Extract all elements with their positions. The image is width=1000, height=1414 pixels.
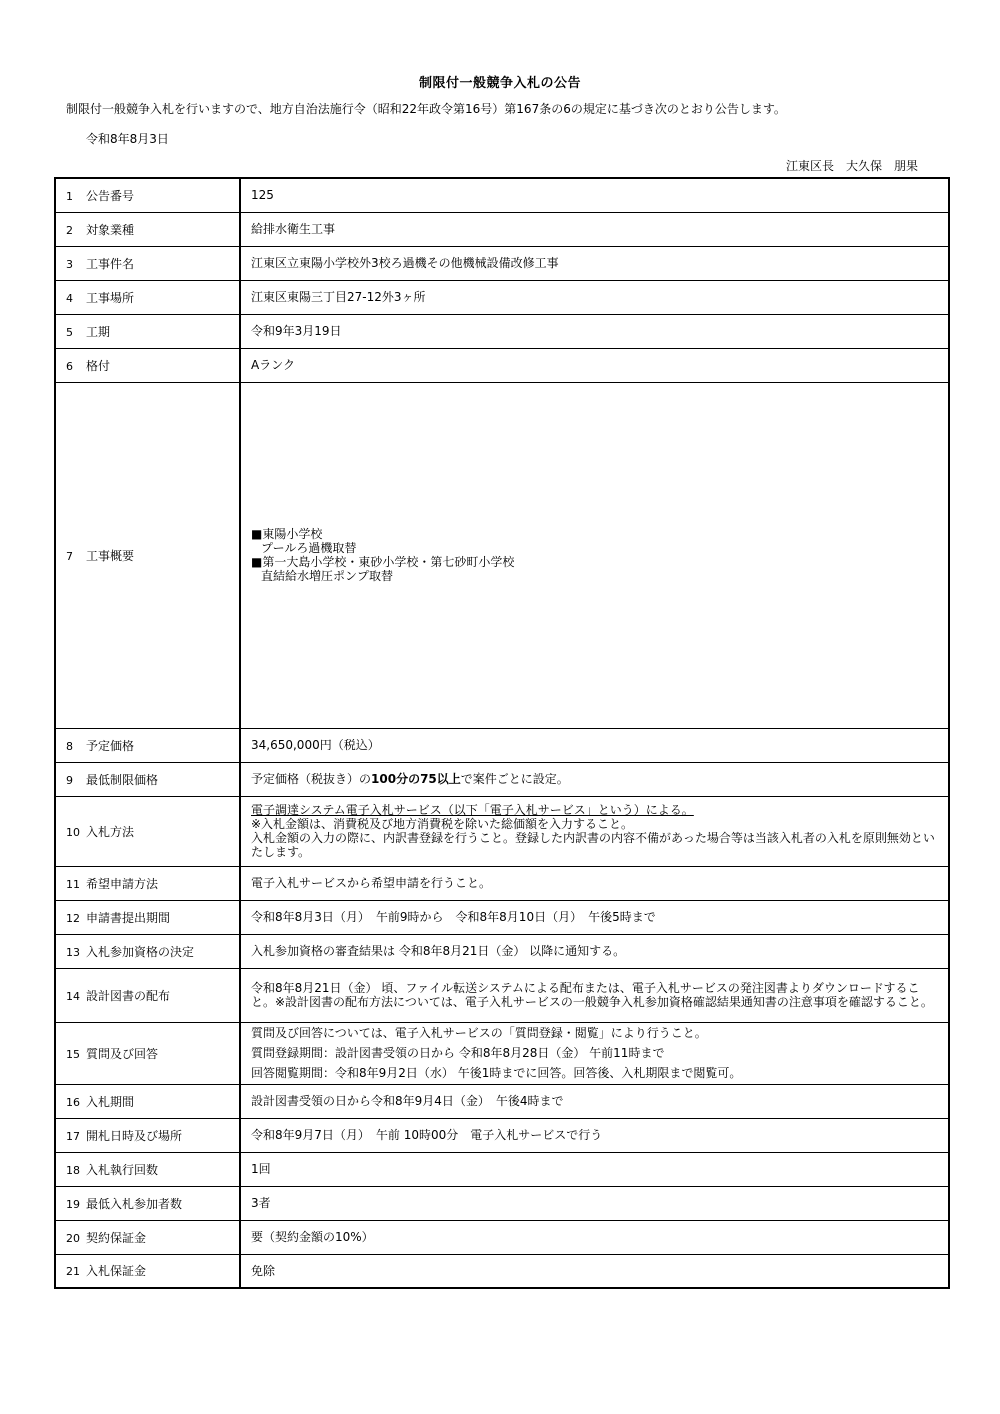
row-value: [240, 796, 949, 866]
table-row: [55, 246, 949, 280]
row-label: [55, 1186, 240, 1220]
table-row: [55, 1152, 949, 1186]
value-emphasis: 100分の75以上: [371, 772, 461, 786]
table-row: [55, 178, 949, 212]
table-row: [55, 382, 949, 728]
row-value: 3者: [240, 1186, 949, 1220]
row-label: [55, 1254, 240, 1288]
table-row: [55, 314, 949, 348]
table-row: [55, 1220, 949, 1254]
row-value: 令和8年8月21日（金） 頃、ファイル転送システムによる配布または、電子入札サービスの発注図書よりダウンロードすること。※設計図書の配布方法については、電子入札サービスの一般競争入札参加資格確認結果通知書の注意事項を確認すること。: [240, 968, 949, 1022]
row-number: 1: [66, 189, 73, 203]
qa-line: 回答閲覧期間：令和8年9月2日（水） 午後1時までに回答。回答後、入札期限まで閲覧可。: [251, 1066, 742, 1080]
table-row: [55, 762, 949, 796]
row-label-text: 工事概要: [86, 548, 135, 563]
row-number: 10: [66, 825, 80, 839]
table-row: [55, 968, 949, 1022]
row-label: [55, 728, 240, 762]
row-label-text: 入札期間: [86, 1094, 135, 1109]
row-number: 5: [66, 325, 73, 339]
overview-line: 直結給水増圧ポンプ取替: [261, 569, 394, 583]
row-number: 3: [66, 257, 73, 271]
row-label: [55, 762, 240, 796]
row-label-text: 入札方法: [86, 824, 135, 839]
row-label: [55, 212, 240, 246]
row-label: [55, 866, 240, 900]
row-value: 令和9年3月19日: [240, 314, 949, 348]
row-number: 17: [66, 1129, 80, 1143]
row-label-text: 工事場所: [86, 290, 135, 305]
row-label: [55, 178, 240, 212]
overview-line: ■東陽小学校: [251, 527, 323, 541]
qa-line: 質問及び回答については、電子入札サービスの「質問登録・閲覧」により行うこと。: [251, 1026, 707, 1040]
row-label-text: 開札日時及び場所: [86, 1128, 183, 1143]
row-value: 125: [240, 178, 949, 212]
row-number: 8: [66, 739, 73, 753]
row-value: Aランク: [240, 348, 949, 382]
row-number: 4: [66, 291, 73, 305]
row-label-text: 工事件名: [86, 256, 135, 271]
row-number: 2: [66, 223, 73, 237]
qa-line: 質問登録期間：設計図書受領の日から 令和8年8月28日（金） 午前11時まで: [251, 1046, 665, 1060]
table-row: [55, 212, 949, 246]
row-label: [55, 796, 240, 866]
row-value: [240, 762, 949, 796]
row-label-text: 質問及び回答: [86, 1046, 159, 1061]
row-value: 34,650,000円（税込）: [240, 728, 949, 762]
row-label: [55, 1084, 240, 1118]
table-row: [55, 796, 949, 866]
row-value: 設計図書受領の日から令和8年9月4日（金） 午後4時まで: [240, 1084, 949, 1118]
row-label: [55, 1220, 240, 1254]
row-number: 19: [66, 1197, 80, 1211]
row-label-text: 申請書提出期間: [86, 910, 171, 925]
row-number: 13: [66, 945, 80, 959]
row-value: 令和8年9月7日（月） 午前 10時00分 電子入札サービスで行う: [240, 1118, 949, 1152]
row-label-text: 最低制限価格: [86, 772, 159, 787]
row-label-text: 最低入札参加者数: [86, 1196, 183, 1211]
row-number: 18: [66, 1163, 80, 1177]
overview-line: ■第一大島小学校・東砂小学校・第七砂町小学校: [251, 555, 515, 569]
row-label-text: 入札執行回数: [86, 1162, 159, 1177]
value-text: で案件ごとに設定。: [460, 772, 569, 786]
table-row: [55, 1084, 949, 1118]
row-value: 入札参加資格の審査結果は 令和8年8月21日（金） 以降に通知する。: [240, 934, 949, 968]
value-text: 予定価格（税抜き）の: [251, 772, 372, 786]
notice-table: [54, 177, 950, 1289]
row-number: 7: [66, 549, 73, 563]
notice-date: 令和8年8月3日: [86, 132, 169, 146]
row-label-text: 格付: [86, 358, 111, 373]
table-row: [55, 1254, 949, 1288]
row-value: 江東区東陽三丁目27-12外3ヶ所: [240, 280, 949, 314]
table-row: [55, 1022, 949, 1084]
row-label-text: 希望申請方法: [86, 876, 159, 891]
overview-line: プールろ過機取替: [261, 541, 357, 555]
row-value: 給排水衛生工事: [240, 212, 949, 246]
row-number: 16: [66, 1095, 80, 1109]
table-row: [55, 348, 949, 382]
row-value: 江東区立東陽小学校外3校ろ過機その他機械設備改修工事: [240, 246, 949, 280]
row-number: 11: [66, 877, 80, 891]
row-label-text: 設計図書の配布: [86, 988, 171, 1003]
row-label: [55, 246, 240, 280]
row-label: [55, 1022, 240, 1084]
row-label: [55, 1118, 240, 1152]
row-label-text: 工期: [86, 324, 111, 339]
row-value: 要（契約金額の10%）: [240, 1220, 949, 1254]
row-label: [55, 968, 240, 1022]
row-value: [240, 382, 949, 728]
row-number: 20: [66, 1231, 80, 1245]
row-label-text: 入札参加資格の決定: [86, 944, 195, 959]
row-value: [240, 1022, 949, 1084]
row-label: [55, 348, 240, 382]
row-number: 6: [66, 359, 73, 373]
notice-intro: 制限付一般競争入札を行いますので、地方自治法施行令（昭和22年政令第16号）第167条の6の規定に基づき次のとおり公告します。: [66, 102, 786, 116]
row-number: 21: [66, 1265, 80, 1279]
row-number: 15: [66, 1047, 80, 1061]
method-line: ※入札金額は、消費税及び地方消費税を除いた総価額を入力すること。: [251, 817, 634, 831]
row-value: 免除: [240, 1254, 949, 1288]
notice-signer: 江東区長 大久保 朋果: [785, 159, 918, 173]
table-row: [55, 1186, 949, 1220]
row-label: [55, 934, 240, 968]
row-number: 14: [66, 989, 80, 1003]
table-row: [55, 728, 949, 762]
table-row: [55, 866, 949, 900]
row-label: [55, 382, 240, 728]
row-label-text: 予定価格: [86, 738, 135, 753]
row-label: [55, 1152, 240, 1186]
row-number: 9: [66, 773, 73, 787]
row-label: [55, 314, 240, 348]
row-label-text: 対象業種: [86, 222, 135, 237]
row-number: 12: [66, 911, 80, 925]
row-label: [55, 280, 240, 314]
table-row: [55, 900, 949, 934]
row-value: 令和8年8月3日（月） 午前9時から 令和8年8月10日（月） 午後5時まで: [240, 900, 949, 934]
table-row: [55, 934, 949, 968]
row-value: 電子入札サービスから希望申請を行うこと。: [240, 866, 949, 900]
method-line: 入札金額の入力の際に、内訳書登録を行うこと。登録した内訳書の内容不備があった場合等は当該入札者の入札を原則無効といたします。: [251, 831, 935, 859]
row-value: 1回: [240, 1152, 949, 1186]
row-label-text: 契約保証金: [86, 1230, 147, 1245]
row-label-text: 入札保証金: [86, 1264, 147, 1279]
table-row: [55, 1118, 949, 1152]
row-label: [55, 900, 240, 934]
notice-title: 制限付一般競争入札の公告: [418, 76, 581, 91]
method-line: 電子調達システム電子入札サービス（以下「電子入札サービス」という）による。: [251, 803, 694, 817]
table-row: [55, 280, 949, 314]
row-label-text: 公告番号: [86, 188, 135, 203]
